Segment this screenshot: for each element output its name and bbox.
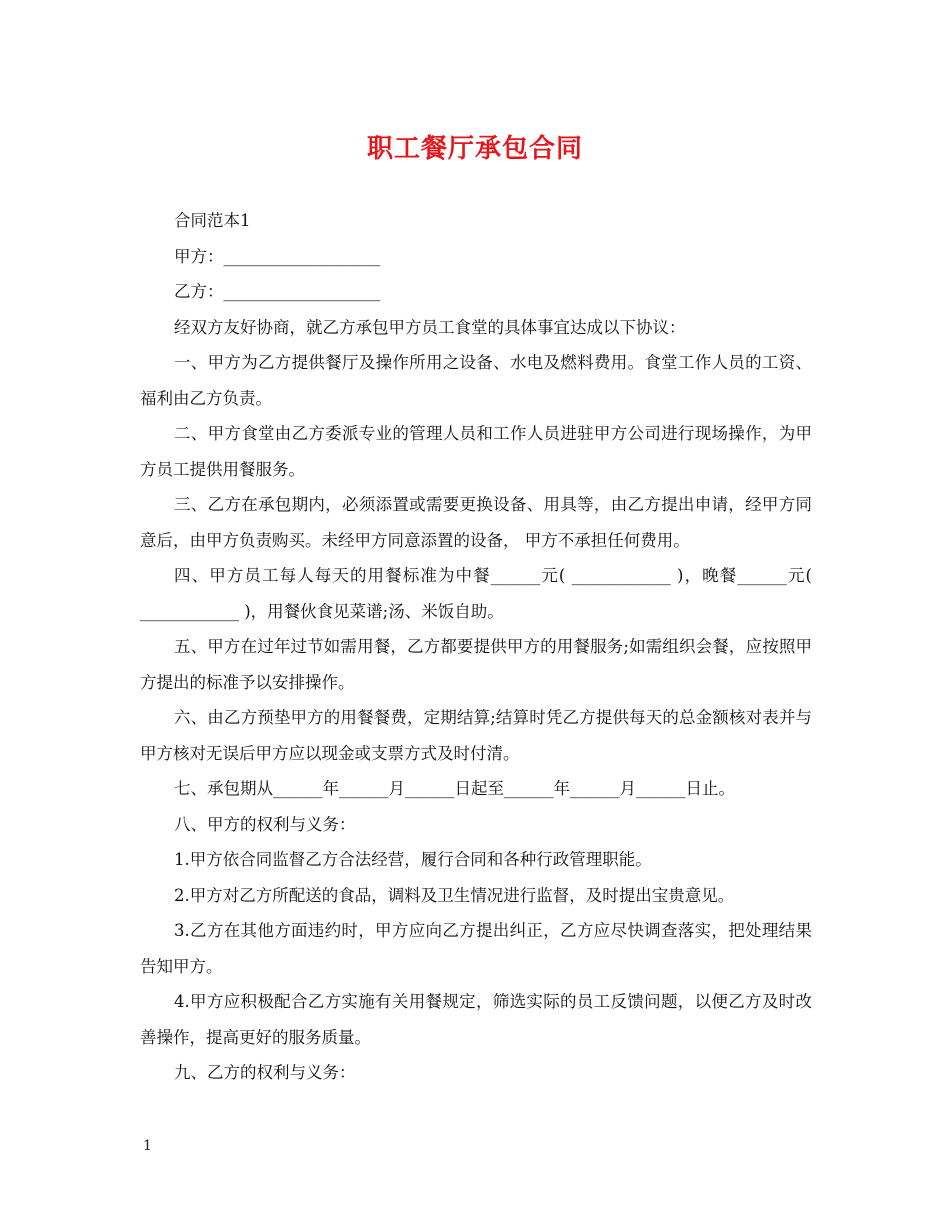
paragraph-clause-6: 六、由乙方预垫甲方的用餐餐费，定期结算;结算时凭乙方提供每天的总金额核对表并与甲方核对无误后甲方应以现金或支票方式及时付清。: [140, 708, 812, 763]
paragraph-clause-4: 四、甲方员工每人每天的用餐标准为中餐______元( ____________ )，晚餐______元( ____________ )，用餐伙食见菜谱;汤、米饭自助。: [140, 566, 818, 621]
paragraph-clause-2: 二、甲方食堂由乙方委派专业的管理人员和工作人员进驻甲方公司进行现场操作，为甲方员工提供用餐服务。: [140, 424, 812, 479]
paragraph-party-a: 甲方：___________________: [174, 246, 381, 266]
paragraph-template-label: 合同范本1: [174, 211, 251, 230]
paragraph-clause-3: 三、乙方在承包期内，必须添置或需要更换设备、用具等，由乙方提出申请，经甲方同意后，由甲方负责购买。未经甲方同意添置的设备， 甲方不承担任何费用。: [140, 495, 812, 550]
paragraph-clause-8-item-3: 3.乙方在其他方面违约时，甲方应向乙方提出纠正，乙方应尽快调查落实，把处理结果告知甲方。: [140, 921, 812, 976]
page-number: 1: [143, 1138, 152, 1154]
paragraph-clause-5: 五、甲方在过年过节如需用餐，乙方都要提供甲方的用餐服务;如需组织会餐，应按照甲方提出的标准予以安排操作。: [140, 637, 812, 692]
paragraph-party-b: 乙方：___________________: [174, 282, 381, 301]
paragraph-clause-8-item-4: 4.甲方应积极配合乙方实施有关用餐规定，筛选实际的员工反馈问题，以便乙方及时改善操作，提高更好的服务质量。: [140, 992, 812, 1047]
paragraph-clause-8-item-1: 1.甲方依合同监督乙方合法经营，履行合同和各种行政管理职能。: [174, 850, 652, 869]
document-title: 职工餐厅承包合同: [366, 134, 583, 164]
paragraph-clause-9-heading: 九、乙方的权利与义务：: [174, 1063, 356, 1082]
paragraph-clause-1: 一、甲方为乙方提供餐厅及操作所用之设备、水电及燃料费用。食堂工作人员的工资、福利由乙方负责。: [140, 353, 812, 408]
paragraph-clause-8-item-2: 2.甲方对乙方所配送的食品，调料及卫生情况进行监督，及时提出宝贵意见。: [174, 885, 735, 905]
paragraph-clause-8-heading: 八、甲方的权利与义务：: [174, 814, 356, 834]
document-body: [140, 203, 818, 1091]
paragraph-clause-7: 七、承包期从______年______月______日起至______年______月______日止。: [174, 779, 735, 798]
paragraph-preamble: 经双方友好协商，就乙方承包甲方员工食堂的具体事宜达成以下协议：: [174, 317, 686, 337]
